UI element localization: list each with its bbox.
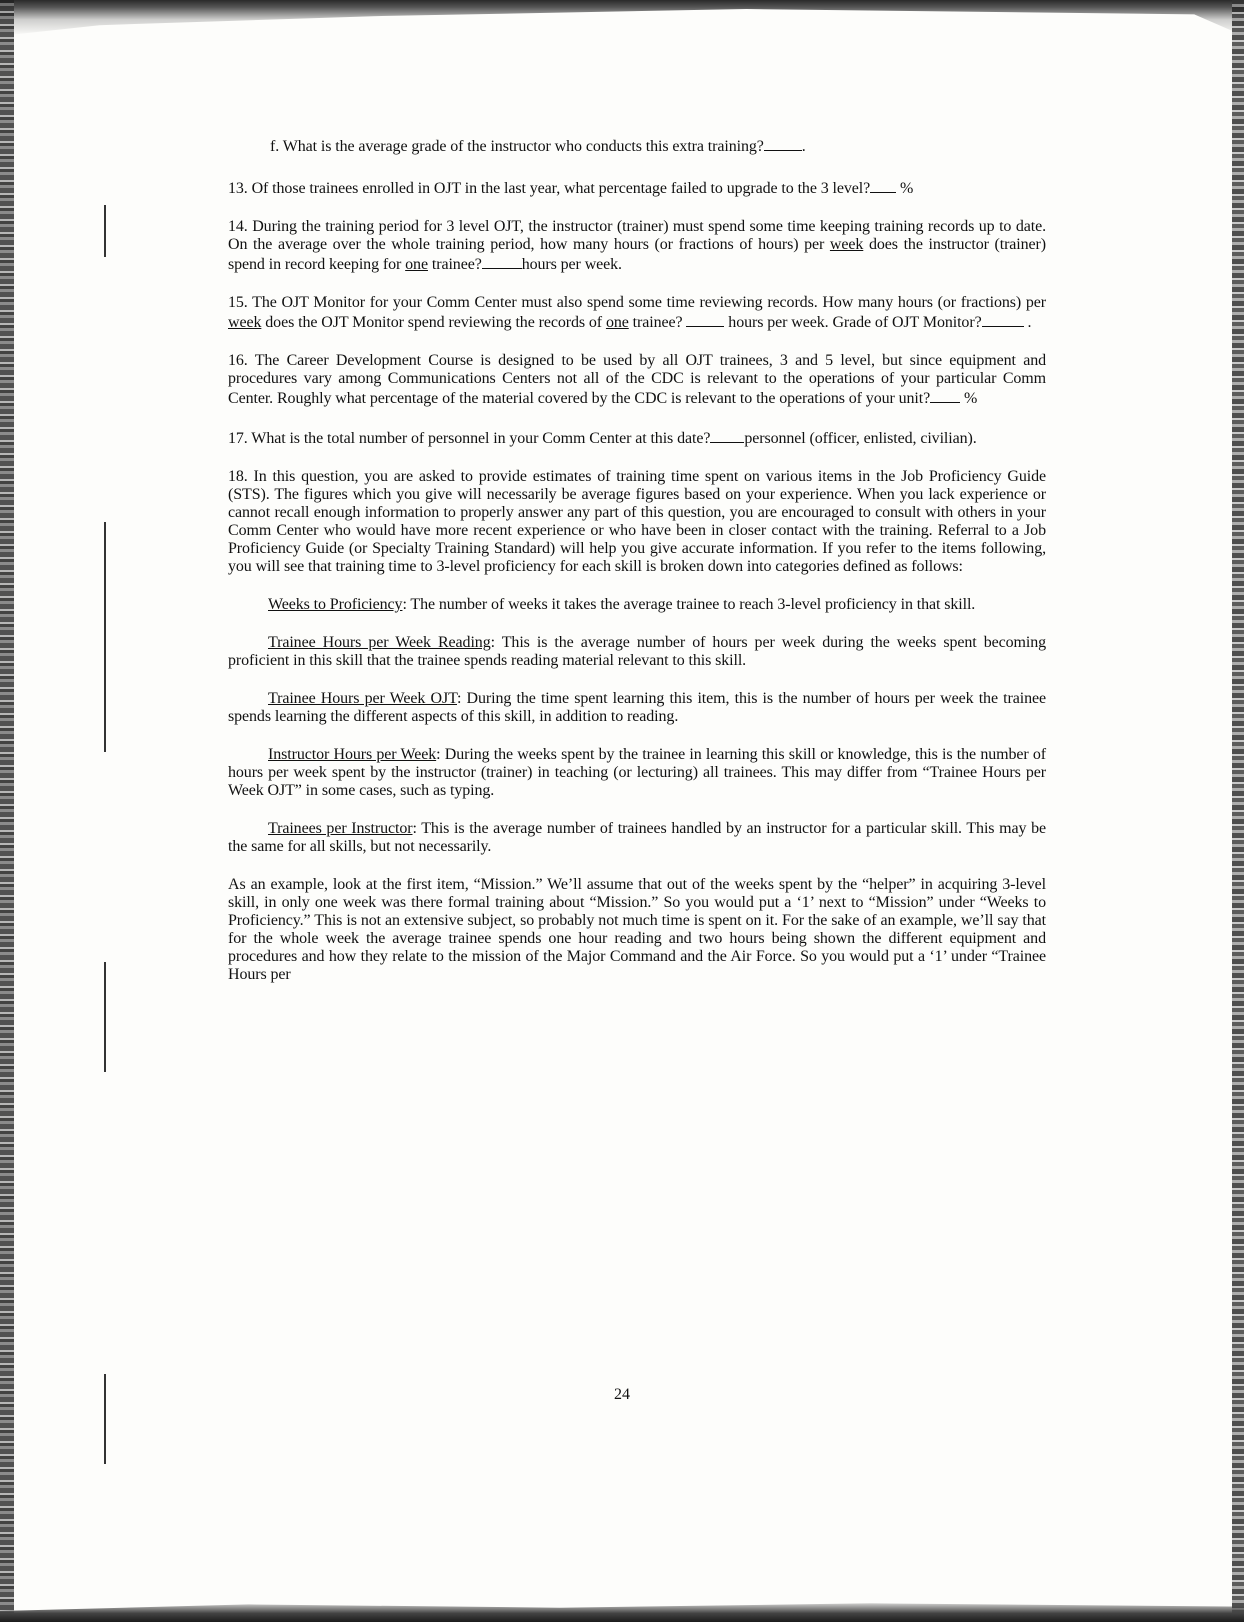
question-15-part4: hours per week. Grade of OJT Monitor? [728, 314, 982, 331]
answer-blank[interactable] [930, 388, 960, 403]
question-15-one: one [605, 314, 629, 331]
definition-text: : This is the average number of hours per week during the weeks spent becoming proficient in this skill that the trainee spends reading material relevant to this skill. [228, 634, 1046, 669]
answer-blank[interactable] [482, 254, 522, 269]
question-15 [228, 294, 1046, 332]
question-f-text: f. What is the average grade of the instructor who conducts this extra training? [270, 138, 764, 155]
question-15-week: week [228, 314, 262, 331]
question-17 [228, 428, 1046, 448]
question-18-text: 18. In this question, you are asked to provide estimates of training time spent on various items in the Job Proficiency Guide (STS). The figures which you give will necessarily be average figures based on your experience. When you lack experience or cannot recall enough information to properly answer any part of this question, you are encouraged to consult with others in your Comm Center who would have more recent experience or who have been in closer contact with the training. Referral to a Job Proficiency Guide (or Specialty Training Standard) will help you give accurate information. If you refer to the items following, you will see that training time to 3-level proficiency for each skill is broken down into categories defined as follows: [228, 468, 1046, 575]
question-15-part3: trainee? [632, 314, 683, 331]
question-13-suffix: % [900, 180, 914, 197]
question-14-part3: trainee? [431, 256, 482, 273]
example-paragraph [228, 876, 1046, 984]
answer-blank[interactable] [982, 312, 1024, 327]
definition-trainees-per-instructor [228, 820, 1046, 856]
margin-mark [104, 205, 106, 257]
answer-blank[interactable] [764, 136, 802, 151]
margin-mark [104, 962, 106, 1072]
definition-term: Instructor Hours per Week [268, 746, 437, 763]
definition-term: Trainees per Instructor [268, 820, 413, 837]
margin-mark [104, 522, 106, 752]
question-15-suffix: . [1027, 314, 1032, 331]
question-14-part2: does the instructor (trainer) spend in record keeping for [228, 236, 1047, 273]
question-f [270, 136, 1046, 156]
definition-text: : The number of weeks it takes the average trainee to reach 3-level proficiency in that skill. [402, 596, 976, 613]
question-17-text: 17. What is the total number of personnel in your Comm Center at this date? [228, 430, 711, 447]
scan-edge-left [0, 0, 14, 1622]
page-number: 24 [614, 1386, 630, 1403]
definition-weeks-to-proficiency [228, 596, 1046, 614]
question-14-part1: 14. During the training period for 3 level OJT, the instructor (trainer) must spend some time keeping training records up to date. On the average over the whole training period, how many hours (or fractions of hours) per [228, 218, 1046, 253]
definition-term: Weeks to Proficiency [268, 596, 403, 613]
question-18 [228, 468, 1046, 576]
definition-trainee-hours-reading [228, 634, 1046, 670]
definition-trainee-hours-ojt [228, 690, 1046, 726]
answer-blank[interactable] [686, 312, 724, 327]
definition-text: : During the weeks spent by the trainee in learning this skill or knowledge, this is the number of hours per week spent by the instructor (trainer) in teaching (or lecturing) all trainees. This may differ from “Trainee Hours per Week OJT” in some cases, such as typing. [228, 746, 1047, 799]
definition-text: : This is the average number of trainees handled by an instructor for a particular skill. This may be the same for all skills, but not necessarily. [228, 820, 1046, 855]
question-14-week: week [829, 236, 864, 253]
definition-term: Trainee Hours per Week OJT [268, 690, 457, 707]
document-body [228, 136, 1046, 1004]
scan-edge-bottom [0, 1600, 1244, 1622]
example-text: As an example, look at the first item, “Mission.” We’ll assume that out of the weeks spent by the “helper” in acquiring 3-level skill, in only one week was there formal training about “Mission.” So you would put a ‘1’ next to “Mission” under “Weeks to Proficiency.” This is not an extensive subject, so probably not much time is spent on it. For the sake of an example, we’ll say that for the whole week the average trainee spends one hour reading and two hours being shown the different equipment and procedures and how they relate to the mission of the Major Command and the Air Force. So you would put a ‘1’ under “Trainee Hours per [228, 876, 1046, 983]
answer-blank[interactable] [870, 178, 896, 193]
scan-edge-right [1232, 0, 1244, 1622]
definition-instructor-hours [228, 746, 1046, 800]
question-14-one: one [405, 256, 428, 273]
question-15-part2: does the OJT Monitor spend reviewing the records of [265, 314, 603, 331]
question-14 [228, 218, 1046, 274]
question-f-suffix: . [801, 138, 806, 155]
question-16 [228, 352, 1046, 408]
question-17-suffix: personnel (officer, enlisted, civilian). [744, 430, 977, 447]
question-13 [228, 178, 1046, 198]
scan-edge-top [0, 0, 1244, 36]
question-14-part4: hours per week. [521, 256, 622, 273]
definition-text: : During the time spent learning this item, this is the number of hours per week the trainee spends learning the different aspects of this skill, in addition to reading. [228, 690, 1046, 725]
question-16-text: 16. The Career Development Course is designed to be used by all OJT trainees, 3 and 5 level, but since equipment and procedures vary among Communications Centers not all of the CDC is relevant to the operations of your particular Comm Center. Roughly what percentage of the material covered by the CDC is relevant to the operations of your unit? [228, 352, 1046, 407]
question-16-suffix: % [964, 390, 978, 407]
answer-blank[interactable] [710, 428, 744, 443]
definition-term: Trainee Hours per Week Reading [268, 634, 491, 651]
question-13-text: 13. Of those trainees enrolled in OJT in the last year, what percentage failed to upgrade to the 3 level? [228, 180, 871, 197]
question-15-part1: 15. The OJT Monitor for your Comm Center must also spend some time reviewing records. How many hours (or fractions) per [228, 294, 1046, 311]
